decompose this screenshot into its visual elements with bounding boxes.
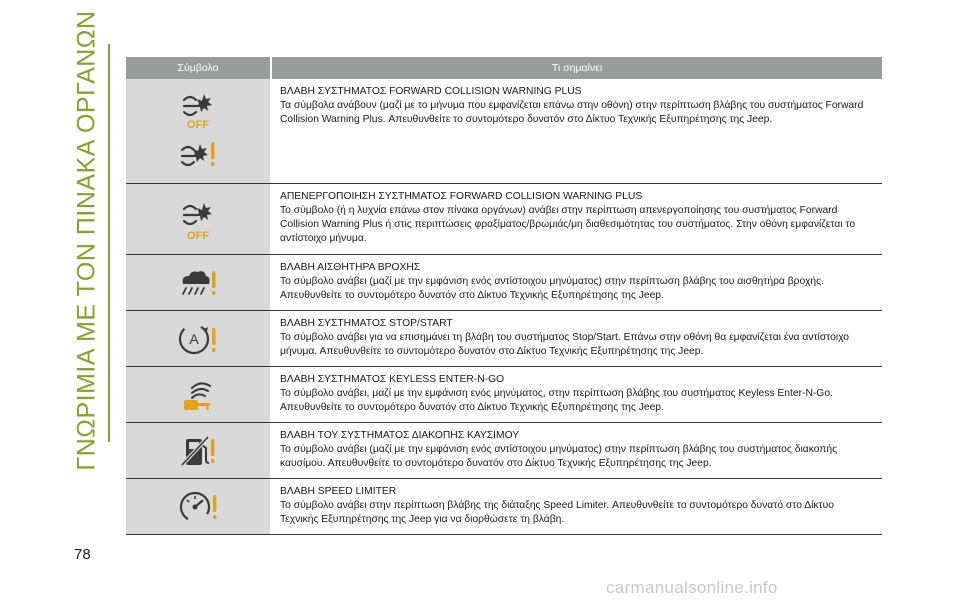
side-title-text: ΓΝΩΡΙΜΙΑ ΜΕ ΤΟΝ ΠΙΝΑΚΑ ΟΡΓΑΝΩΝ: [72, 9, 101, 471]
meaning-cell: [272, 423, 882, 478]
table-row: [126, 184, 882, 255]
symbol-cell: [126, 367, 272, 422]
symbol-cell: [126, 423, 272, 478]
symbol-cell: [126, 184, 272, 254]
row-heading: ΒΛΑΒΗ ΤΟΥ ΣΥΣΤΗΜΑΤΟΣ ΔΙΑΚΟΠΗΣ ΚΑΥΣΙΜΟΥ: [280, 430, 520, 441]
symbol-cell: [126, 311, 272, 366]
row-body: Το σύμβολο ανάβει (μαζί με την εμφάνιση ενός αντίστοιχου μηνύματος) στην περίπτωση βλάβης του συστήματος διακοπής καυσίμου. Απευθυνθείτε το συντομότερο δυνατόν στο Δίκτυο Τεχνικής Εξυπηρέτησης της Jeep.: [280, 444, 838, 469]
side-title: [72, 9, 102, 471]
svg-text:OFF: OFF: [187, 230, 209, 241]
symbols-table: [126, 57, 882, 535]
meaning-cell: [272, 79, 882, 183]
table-header: [126, 57, 882, 79]
table-row: [126, 79, 882, 184]
header-meaning: Τι σημαίνει: [551, 62, 603, 74]
table-row: [126, 367, 882, 423]
table-row: [126, 255, 882, 311]
row-heading: ΒΛΑΒΗ ΣΥΣΤΗΜΑΤΟΣ STOP/START: [280, 318, 453, 329]
fuel-cutoff-icon: [178, 433, 218, 469]
meaning-cell: [272, 479, 882, 534]
page-number: 78: [74, 546, 91, 563]
table-row: [126, 311, 882, 367]
row-heading: ΒΛΑΒΗ ΣΥΣΤΗΜΑΤΟΣ FORWARD COLLISION WARNING PLUS: [280, 86, 582, 97]
row-body: Το σύμβολο (ή η λυχνία επάνω στον πίνακα οργάνων) ανάβει στην περίπτωση απενεργοποίησης του συστήματος Forward Collision Warning Plus ή στις περιπτώσεις φραξίματος/βρωμιάς/μη διαθεσιμότητας του συστήματος. Στην οθόνη εμφανίζεται το αντίστοιχο μήνυμα.: [280, 205, 856, 244]
row-heading: ΑΠΕΝΕΡΓΟΠΟΙΗΣΗ ΣΥΣΤΗΜΑΤΟΣ FORWARD COLLISION WARNING PLUS: [280, 191, 643, 202]
row-body: Τα σύμβολα ανάβουν (μαζί με το μήνυμα που εμφανίζεται επάνω στην οθόνη) στην περίπτωση βλάβης του συστήματος Forward Collision Warning Plus. Απευθυνθείτε το συντομότερο δυνατόν στο Δίκτυο Τεχνικής Εξυπηρέτησης της Jeep.: [280, 100, 864, 125]
table-row: [126, 479, 882, 535]
meaning-cell: [272, 311, 882, 366]
table-row: [126, 423, 882, 479]
header-symbol: Σύμβολο: [126, 57, 272, 79]
watermark: carmanualsonline.info: [606, 578, 778, 597]
svg-text:A: A: [189, 330, 199, 347]
symbol-cell: [126, 79, 272, 183]
row-body: Το σύμβολο ανάβει για να επισημάνει τη βλάβη του συστήματος Stop/Start. Επάνω στην οθόνη θα εμφανίζεται ένα αντίστοιχο μήνυμα. Απευθυνθείτε το συντομότερο δυνατόν στο Δίκτυο Τεχνικής Εξυπηρέτησης της Jeep.: [280, 332, 849, 357]
collision-off-icon: [178, 90, 218, 130]
keyless-key-icon: [178, 376, 218, 414]
row-body: Το σύμβολο ανάβει (μαζί με την εμφάνιση ενός αντίστοιχου μηνύματος) στην περίπτωση βλάβης του αισθητήρα βροχής. Απευθυνθείτε το συντομότερο δυνατόν στο Δίκτυο Τεχνικής Εξυπηρέτησης της Jeep.: [280, 276, 824, 301]
speed-limiter-warning-icon: [177, 489, 219, 525]
svg-text:OFF: OFF: [187, 119, 209, 130]
row-body: Το σύμβολο ανάβει στην περίπτωση βλάβης της διάταξης Speed Limiter. Απευθυνθείτε το συντομότερο δυνατό στο Δίκτυο Τεχνικής Εξυπηρέτησης της Jeep για να διορθώσετε τη βλάβη.: [280, 500, 834, 525]
symbol-cell: [126, 479, 272, 534]
side-divider: [108, 44, 110, 442]
meaning-cell: [272, 255, 882, 310]
meaning-cell: [272, 367, 882, 422]
meaning-cell: [272, 184, 882, 254]
symbol-cell: [126, 255, 272, 310]
row-heading: ΒΛΑΒΗ ΑΙΣΘΗΤΗΡΑ ΒΡΟΧΗΣ: [280, 262, 421, 273]
rain-sensor-warning-icon: [177, 268, 219, 298]
row-heading: ΒΛΑΒΗ ΣΥΣΤΗΜΑΤΟΣ KEYLESS ENTER-N-GO: [280, 374, 505, 385]
row-body: Το σύμβολο ανάβει, μαζί με την εμφάνιση ενός μηνύματος, στην περίπτωση βλάβης του συστήματος Keyless Enter-N-Go. Απευθυνθείτε το συντομότερο δυνατόν στο Δίκτυο Τεχνικής Εξυπηρέτησης της Jeep.: [280, 388, 833, 413]
row-heading: ΒΛΑΒΗ SPEED LIMITER: [280, 486, 397, 497]
stop-start-warning-icon: [177, 322, 219, 356]
collision-off-icon: [178, 197, 218, 241]
collision-warning-icon: [178, 138, 218, 172]
